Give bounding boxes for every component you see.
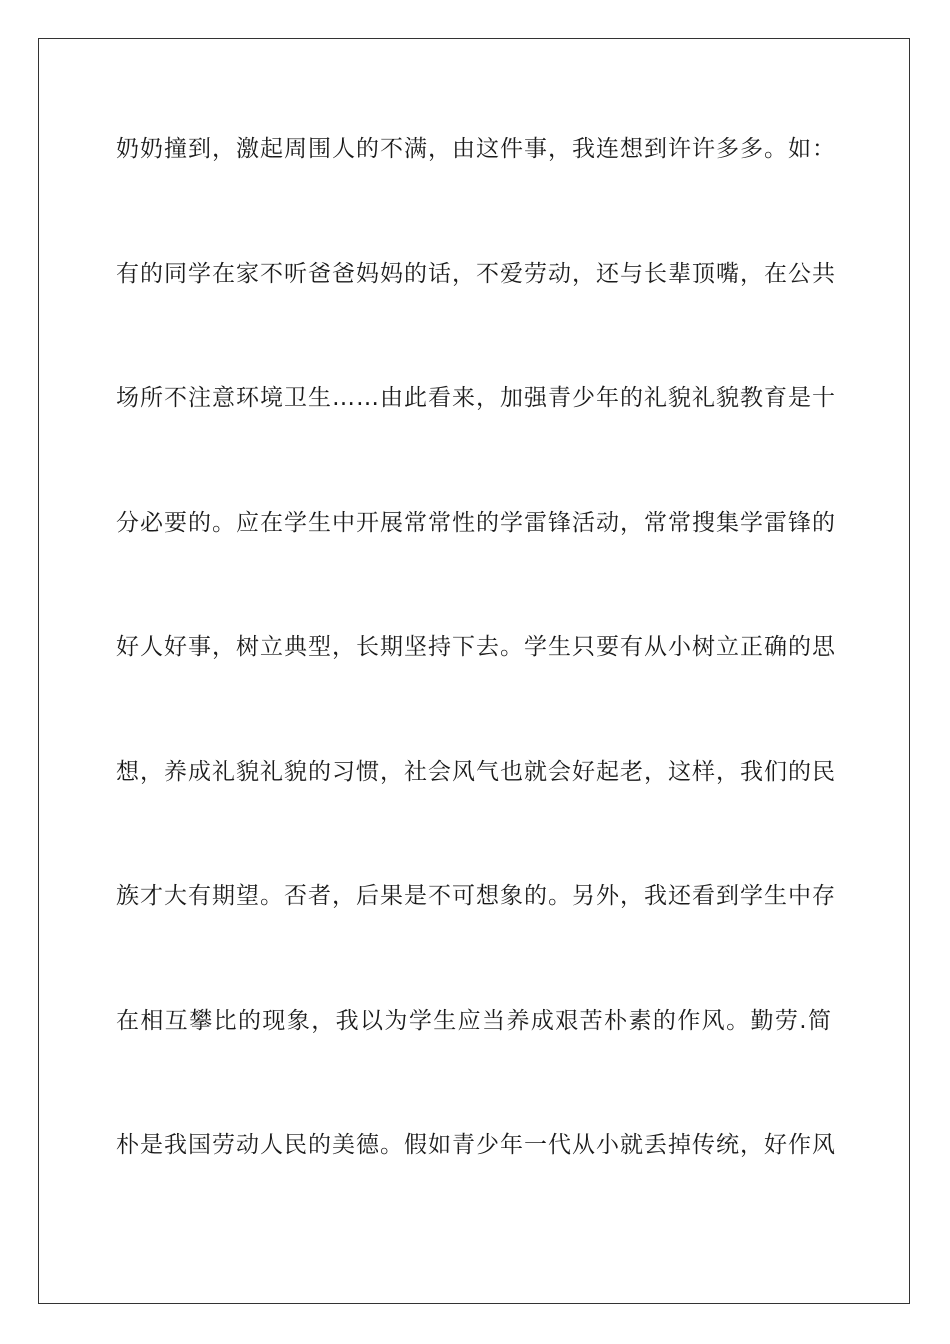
text-line-4: 分必要的。应在学生中开展常常性的学雷锋活动，常常搜集学雷锋的 bbox=[116, 510, 836, 536]
text-line-8: 在相互攀比的现象，我以为学生应当养成艰苦朴素的作风。勤劳.简 bbox=[116, 1008, 832, 1034]
text-line-3: 场所不注意环境卫生……由此看来，加强青少年的礼貌礼貌教育是十 bbox=[116, 385, 836, 411]
text-line-2: 有的同学在家不听爸爸妈妈的话，不爱劳动，还与长辈顶嘴，在公共 bbox=[116, 261, 836, 287]
text-line-7: 族才大有期望。否者，后果是不可想象的。另外，我还看到学生中存 bbox=[116, 883, 836, 909]
text-line-1: 奶奶撞到，激起周围人的不满，由这件事，我连想到许许多多。如： bbox=[116, 136, 836, 162]
document-body bbox=[116, 0, 836, 1344]
text-line-9: 朴是我国劳动人民的美德。假如青少年一代从小就丢掉传统，好作风 bbox=[116, 1132, 836, 1158]
text-line-6: 想，养成礼貌礼貌的习惯，社会风气也就会好起老，这样，我们的民 bbox=[116, 759, 836, 785]
text-line-5: 好人好事，树立典型，长期坚持下去。学生只要有从小树立正确的思 bbox=[116, 634, 836, 660]
